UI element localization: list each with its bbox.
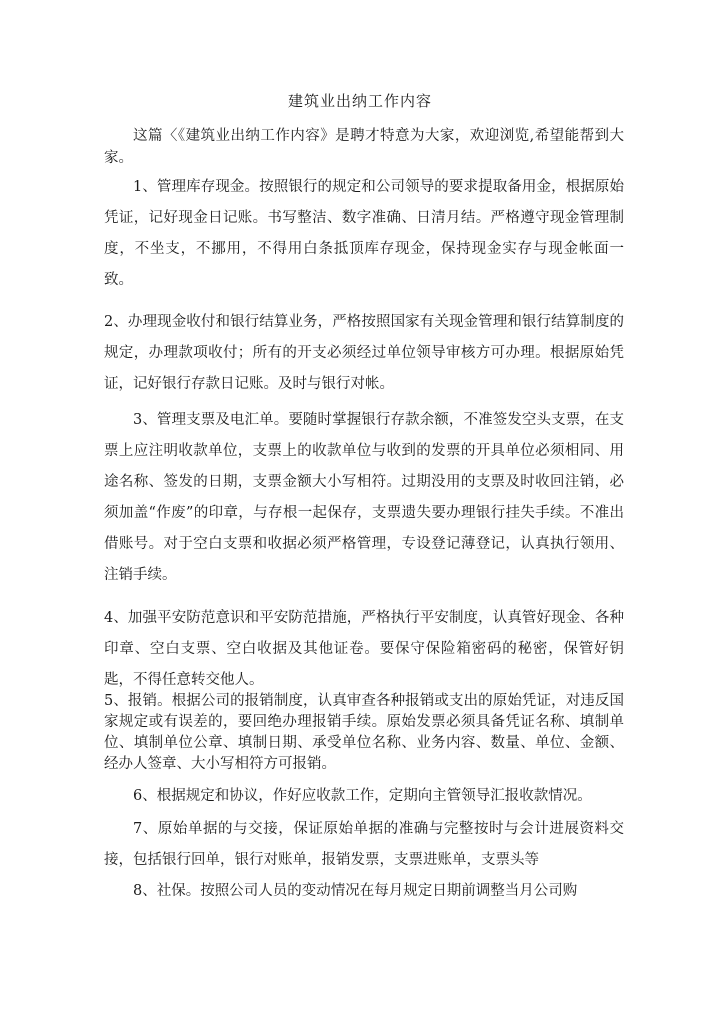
paragraph-8: 8、社保。按照公司人员的变动情况在每月规定日期前调整当月公司购 — [133, 883, 578, 899]
paragraph-6: 6、根据规定和协议，作好应收款工作，定期向主管领导汇报收款情况。 — [133, 788, 592, 804]
paragraph-7: 7、原始单据的与交接，保证原始单据的准确与完整按时与会计进展资料交接，包括银行回单，银行对账单，报销发票，支票进账单，支票头等 — [104, 821, 624, 868]
paragraph-1: 1、管理库存现金。按照银行的规定和公司领导的要求提取备用金，根据原始凭证，记好现金日记账。书写整洁、数字准确、日清月结。严格遵守现金管理制度，不坐支，不挪用，不得用白条抵顶库存现金，保持现金实存与现金帐面一致。 — [104, 179, 624, 288]
paragraph-5: 5、报销。根据公司的报销制度，认真审查各种报销或支出的原始凭证，对违反国家规定或有误差的，要回绝办理报销手续。原始发票必须具备凭证名称、填制单位、填制单位公章、填制日期、承受单位名称、业务内容、数量、单位、金额、经办人签章、大小写相符方可报销。 — [104, 693, 624, 772]
document-title: 建筑业出纳工作内容 — [287, 92, 432, 110]
intro-paragraph: 这篇〈《建筑业出纳工作内容》是聘才特意为大家，欢迎浏览,希望能帮到大家。 — [104, 128, 624, 166]
paragraph-4: 4、加强平安防范意识和平安防范措施，严格执行平安制度，认真管好现金、各种印章、空白支票、空白收据及其他证卷。要保守保险箱密码的秘密，保管好钥匙，不得任意转交他人。 — [104, 610, 624, 688]
paragraph-3: 3、管理支票及电汇单。要随时掌握银行存款余额，不准签发空头支票，在支票上应注明收款单位，支票上的收款单位与收到的发票的开具单位必须相同、用途名称、签发的日期，支票金额大小写相符。过期没用的支票及时收回注销，必须加盖“作废”的印章，与存根一起保存，支票遗失要办理银行挂失手续。不准出借账号。对于空白支票和收据必须严格管理，专设登记薄登记，认真执行领用、注销手续。 — [104, 412, 624, 583]
paragraph-2: 2、办理现金收付和银行结算业务，严格按照国家有关现金管理和银行结算制度的规定，办理款项收付；所有的开支必须经过单位领导审核方可办理。根据原始凭证，记好银行存款日记账。及时与银行对帐。 — [104, 314, 624, 392]
